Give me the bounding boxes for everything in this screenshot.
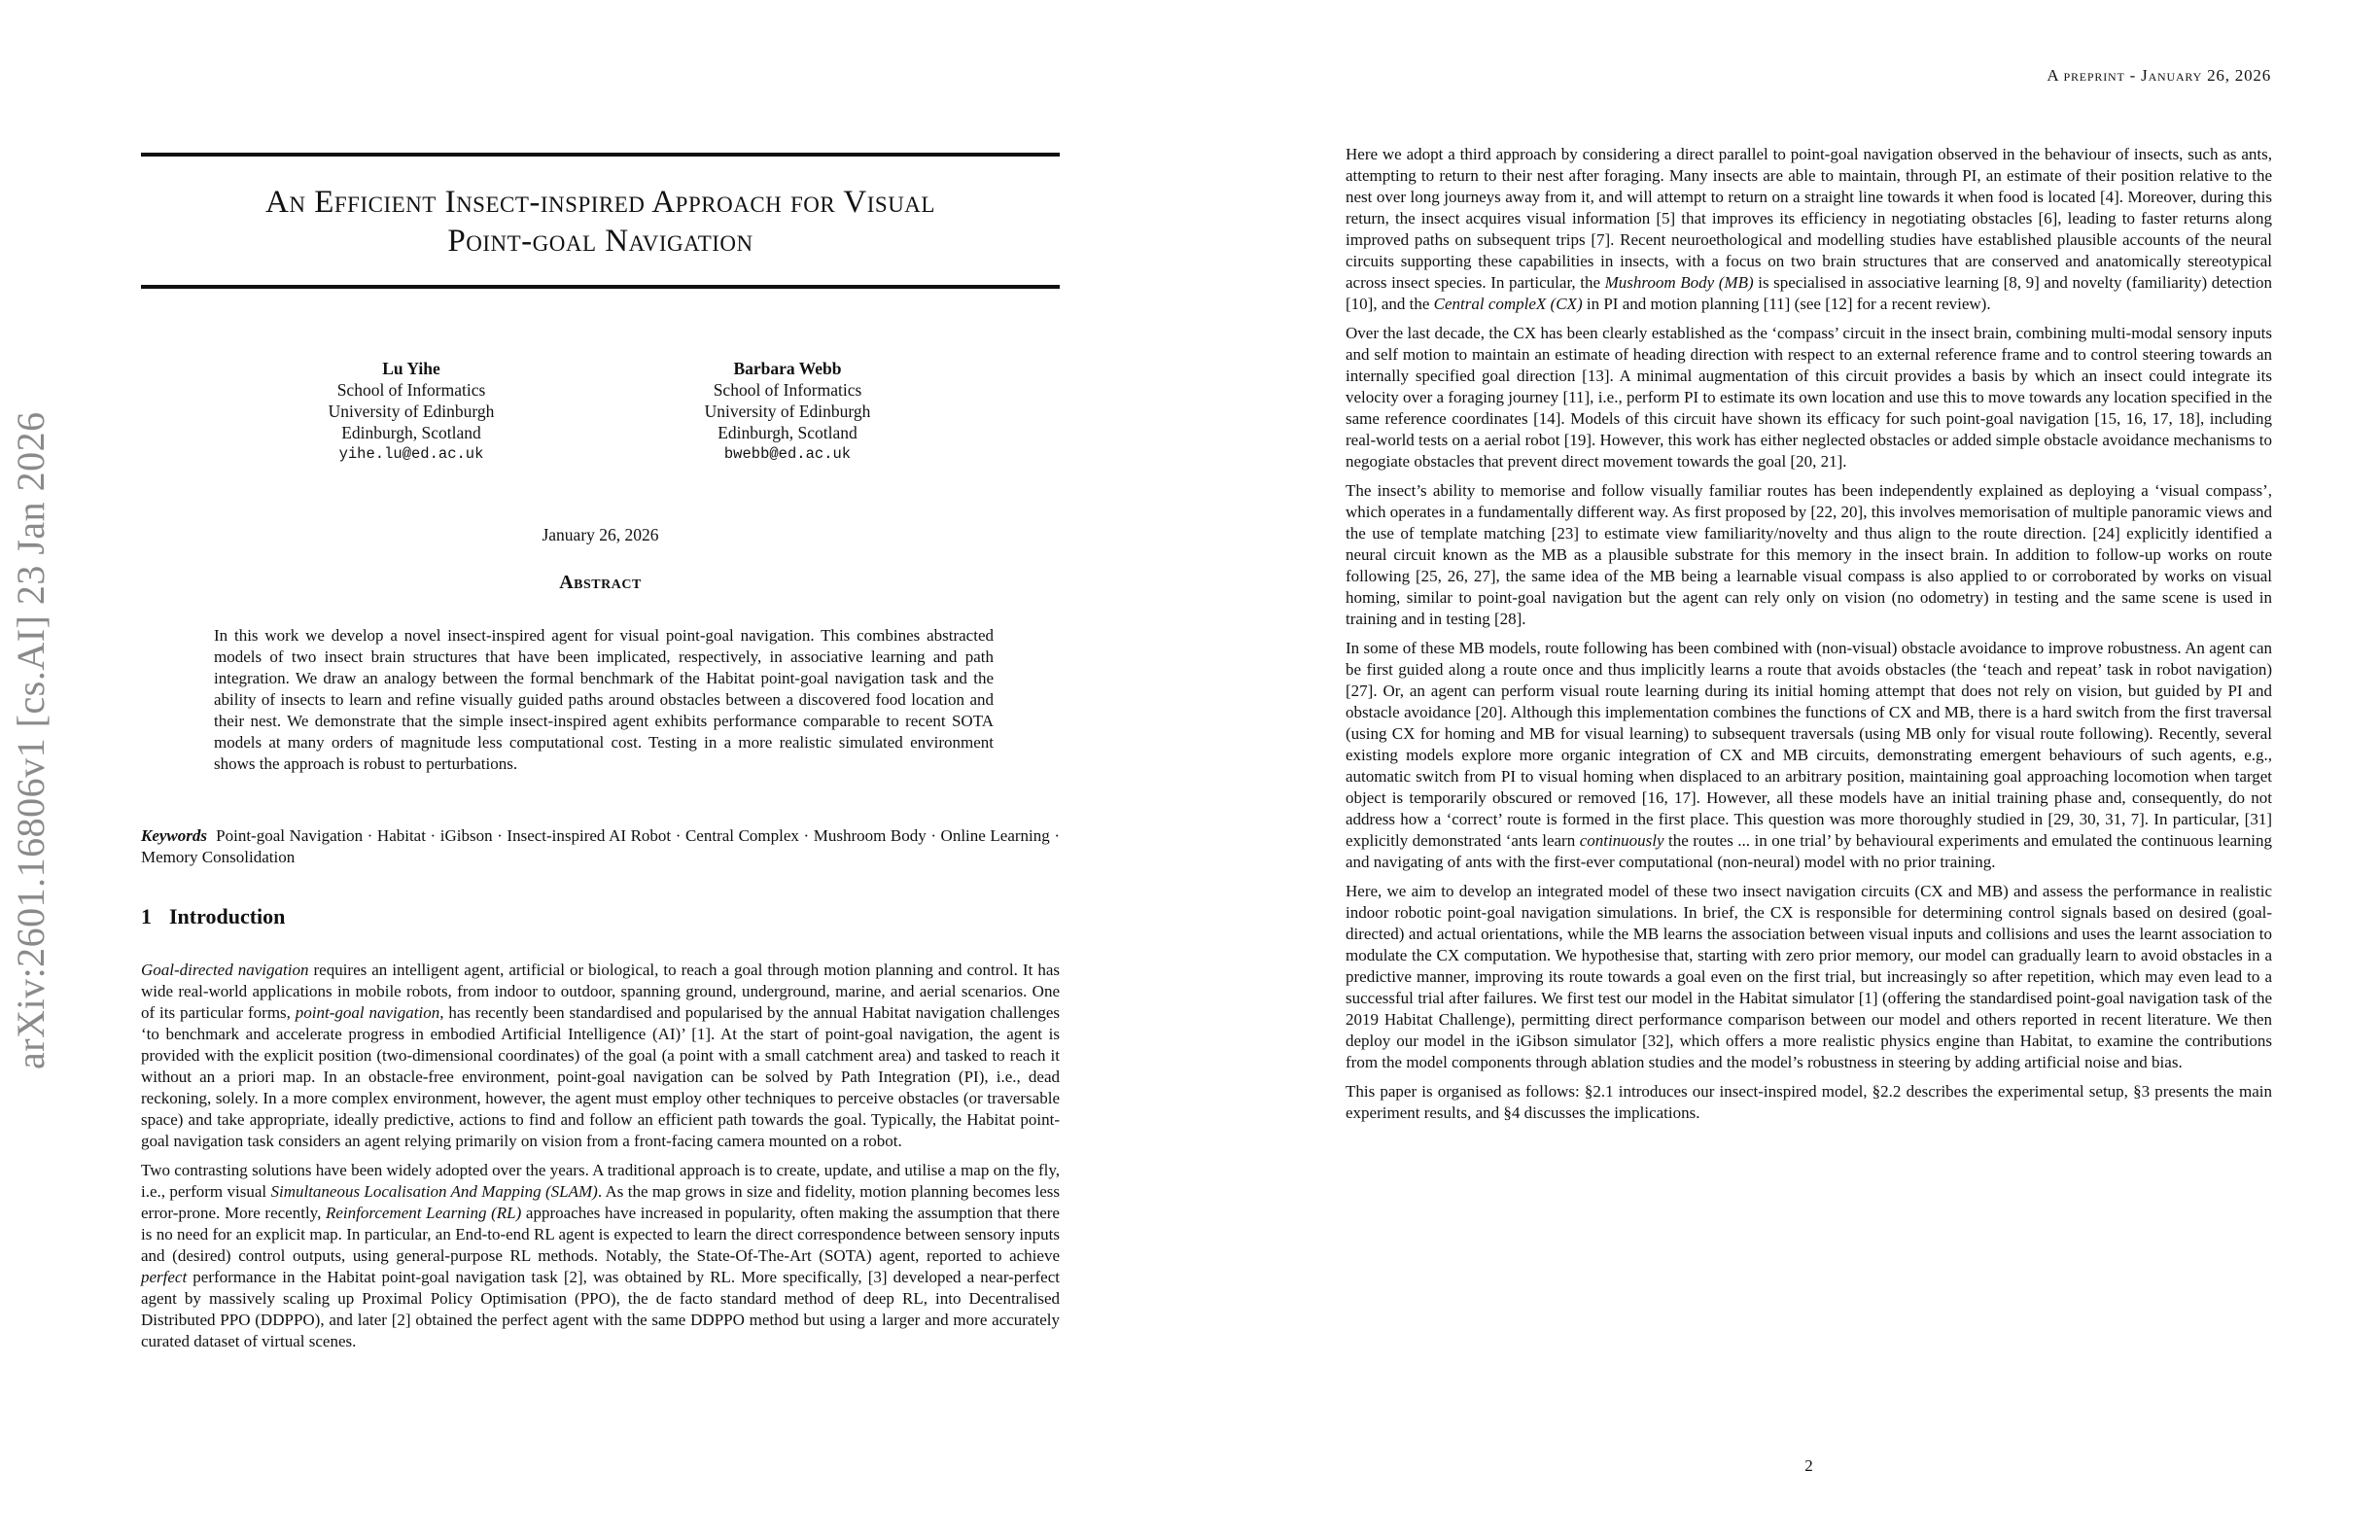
text-run: , has recently been standardised and popularised by the annual Habitat navigation challenges ‘to benchmark and accelerate progress in embodied Artificial Intelligence (AI)’ [1]. At the start of point-goal navigation, the agent is provided with the explicit position (two-dimensional coordinates) of the goal (a point with a small catchment area) and tasked to reach it without an a priori map. In an obstacle-free environment, point-goal navigation can be solved by Path Integration (PI), i.e., dead reckoning, solely. In a more complex environment, however, the agent must employ other techniques to perceive obstacles (or traversable space) and take appropriate, ideally predictive, actions to find and follow an efficient path towards the goal. Typically, the Habitat point-goal navigation task considers an agent relying primarily on vision from a front-facing camera mounted on a robot. — [141, 1003, 1061, 1150]
author-block-2 — [651, 358, 924, 465]
author-name: Lu Yihe — [382, 359, 440, 378]
author-block-1 — [275, 358, 547, 465]
page-number: 2 — [1804, 1456, 1813, 1475]
text-run: the routes ... in one trial’ by behavioural experiments and emulated the continuous learning and navigating of ants with the first-ever computational (non-neural) model with no prior training. — [1346, 831, 2272, 871]
keywords-label: Keywords — [141, 826, 207, 845]
author-location: Edinburgh, Scotland — [341, 423, 481, 442]
text-run: requires an intelligent agent, artificial or biological, to reach a goal through motion planning and control. It has wide real-world applications in mobile robots, from indoor to outdoor, spanning ground, underground, marine, and aerial scenarios. One of its particular forms, — [141, 961, 1060, 1022]
keywords — [141, 825, 1060, 868]
text-run: performance in the Habitat point-goal navigation task [2], was obtained by RL. More specifically, [3] developed a near-perfect agent by massively scaling up Proximal Policy Optimisation (PPO), the de facto standard method of deep RL, into Decentralised Distributed PPO (DDPPO), and later [2] obtained the perfect agent with the same DDPPO method but using a larger and more accurately curated dataset of virtual scenes. — [141, 1268, 1060, 1350]
paragraph-third-approach — [1346, 144, 2272, 315]
title-line-1: An Efficient Insect-inspired Approach for Visual — [265, 185, 935, 220]
author-email[interactable]: bwebb@ed.ac.uk — [723, 445, 852, 463]
emphasis: perfect — [141, 1268, 188, 1286]
paragraph-cx-compass: Over the last decade, the CX has been clearly established as the ‘compass’ circuit in the insect brain, combining multi-modal sensory inputs and self motion to maintain an estimate of heading direction with respect to an external reference frame and to control steering towards an internally specified goal direction [13]. A minimal augmentation of this circuit provides a basis by which an insect could integrate its velocity over a foraging journey [11], i.e., perform PI to estimate its own location and use this to move towards any location specified in the same reference coordinates [14]. Models of this circuit have shown its efficacy for such point-goal navigation [15, 16, 17, 18], including real-world tests on a aerial robot [19]. However, this work has either neglected obstacles or added simple obstacle avoidance mechanisms to negogiate obstacles that prevent direct movement towards the goal [20, 21]. — [1346, 324, 2272, 471]
keywords-text: Point-goal Navigation · Habitat · iGibson · Insect-inspired AI Robot · Central Complex · Mushroom Body · Online Learning · Memory Consolidation — [141, 826, 1061, 866]
emphasis: Central compleX (CX) — [1433, 295, 1583, 313]
running-header: A preprint - January 26, 2026 — [2047, 66, 2271, 85]
section-title: Introduction — [169, 904, 286, 928]
paragraph-aim: Here, we aim to develop an integrated model of these two insect navigation circuits (CX and MB) and assess the performance in realistic indoor robotic point-goal navigation simulations. In brief, the CX is responsible for determining control signals based on desired (goal-directed) and actual orientations, while the MB learns the association between visual inputs and collisions and uses the learnt association to modulate the CX computation. We hypothesise that, starting with zero prior memory, our model can gradually learn to avoid obstacles in a predictive manner, improving its route towards a goal even on the first trial, but increasingly so after repetition, which may even lead to a successful trial after failures. We first test our model in the Habitat simulator [1] (offering the standardised point-goal navigation task of the 2019 Habitat Challenge), permitting direct performance comparison between our model and others reported in recent literature. We then deploy our model in the iGibson simulator [32], which offers a more realistic physics engine than Habitat, to examine the contributions from the model components through ablation studies and the model’s robustness in steering by adding artificial noise and bias. — [1346, 882, 2272, 1071]
paragraph-visual-compass: The insect’s ability to memorise and follow visually familiar routes has been independently explained as deploying a ‘visual compass’, which operates in a fundamentally different way. As first proposed by [22, 20], this involves memorisation of multiple panoramic views and the use of template matching [23] to estimate view familiarity/novelty and thus align to the route direction. [24] explicitly identified a neural circuit known as the MB as a plausible substrate for this memory in the insect brain. In addition to follow-up works on route following [25, 26, 27], the same idea of the MB being a learnable visual compass is also applied to or corroborated by works on visual homing, similar to point-goal navigation but the agent can rely only on vision (no odometry) in testing and the same scene is used in training and in testing [28]. — [1346, 481, 2272, 628]
title-line-2: Point-goal Navigation — [447, 224, 753, 259]
emphasis: Goal-directed navigation — [141, 961, 309, 979]
text-run: In some of these MB models, route following has been combined with (non-visual) obstacle avoidance to improve robustness. An agent can be first guided along a route once and thus implicitly learns a route that avoids obstacles (the ‘teach and repeat’ task in robot navigation) [27]. Or, an agent can perform visual route learning during its initial homing attempt that does not rely on vision, but guided by PI and obstacle avoidance [20]. Although this implementation combines the functions of CX and MB, there is a hard switch from the first traversal (using CX for homing and MB for visual learning) to subsequent traversals (using MB only for visual route following). Recently, several existing models explore more organic integration of CX and MB circuits, demonstrating emergent behaviours of such agents, e.g., automatic switch from PI to visual homing when displaced to an arbitrary position, maintaining goal approaching locomotion when target object is temporarily obscured or removed [16, 17]. However, all these models have an initial training phase and, consequently, do not address how a ‘correct’ route is formed in the first place. This question was more thoroughly studied in [29, 30, 31, 7]. In particular, [31] explicitly demonstrated ‘ants learn — [1346, 639, 2272, 850]
author-email[interactable]: yihe.lu@ed.ac.uk — [338, 445, 484, 463]
text-run: is specialised in associative learning [8, 9] and novelty (familiarity) detection [10], and the — [1346, 273, 2272, 313]
emphasis: point-goal navigation — [295, 1003, 440, 1022]
intro-paragraph-1 — [141, 960, 1060, 1152]
emphasis: Mushroom Body (MB) — [1604, 273, 1754, 292]
emphasis: continuously — [1579, 831, 1664, 850]
paper-date: January 26, 2026 — [542, 525, 659, 544]
emphasis: Reinforcement Learning (RL) — [325, 1204, 522, 1222]
text-run: approaches have increased in popularity, often making the assumption that there is no need for an explicit map. In particular, an End-to-end RL agent is expected to learn the direct correspondence between sensory inputs and (desired) control outputs, using general-purpose RL methods. Notably, the State-Of-The-Art (SOTA) agent, reported to achieve — [141, 1204, 1060, 1265]
author-location: Edinburgh, Scotland — [718, 423, 858, 442]
text-run: in PI and motion planning [11] (see [12] for a recent review). — [1582, 295, 1991, 313]
paper-title — [141, 183, 1060, 261]
abstract-heading: Abstract — [559, 572, 642, 593]
author-university: University of Edinburgh — [328, 402, 495, 421]
section-number: 1 — [141, 904, 152, 928]
section-heading-introduction — [141, 904, 285, 929]
intro-body — [141, 960, 1060, 1360]
author-dept: School of Informatics — [336, 380, 486, 400]
paragraph-mb-models — [1346, 638, 2272, 873]
emphasis: Simultaneous Localisation And Mapping (SLAM) — [270, 1182, 598, 1201]
text-run: Two contrasting solutions have been widely adopted over the years. A traditional approach is to create, update, and utilise a map on the fly, i.e., perform visual — [141, 1161, 1060, 1201]
intro-paragraph-2 — [141, 1160, 1060, 1352]
title-top-rule — [141, 153, 1060, 157]
author-dept: School of Informatics — [713, 380, 862, 400]
abstract-text: In this work we develop a novel insect-inspired agent for visual point-goal navigation. This combines abstracted models of two insect brain structures that have been implicated, respectively, in associative learning and path integration. We draw an analogy between the formal benchmark of the Habitat point-goal navigation task and the ability of insects to learn and refine visually guided paths around obstacles between a discovered food location and their nest. We demonstrate that the simple insect-inspired agent exhibits performance comparable to recent SOTA models at many orders of magnitude less computational cost. Testing in a more realistic simulated environment shows the approach is robust to perturbations. — [214, 626, 994, 773]
paragraph-organisation: This paper is organised as follows: §2.1 introduces our insect-inspired model, §2.2 describes the experimental setup, §3 presents the main experiment results, and §4 discusses the implications. — [1346, 1082, 2272, 1122]
text-run: Here we adopt a third approach by considering a direct parallel to point-goal navigation observed in the behaviour of insects, such as ants, attempting to return to their nest after foraging. Many insects are able to maintain, through PI, an estimate of their position relative to the nest over long journeys away from it, and will attempt to return on a straight line towards it when food is located [4]. Moreover, during this return, the insect acquires visual information [5] that improves its efficiency in negotiating obstacles [6], leading to faster returns along improved paths on subsequent trips [7]. Recent neuroethological and modelling studies have established plausible accounts of the neural circuits supporting these capabilities in insects, with a focus on two brain structures that are conserved and anatomically stereotypical across insect species. In particular, the — [1346, 145, 2272, 292]
title-bottom-rule — [141, 285, 1060, 289]
author-university: University of Edinburgh — [704, 402, 871, 421]
text-run: . As the map grows in size and fidelity, motion planning becomes less error-prone. More recently, — [141, 1182, 1060, 1222]
arxiv-stamp: arXiv:2601.16806v1 [cs.AI] 23 Jan 2026 — [9, 411, 52, 1069]
author-name: Barbara Webb — [733, 359, 842, 378]
right-page-body — [1346, 144, 2272, 1132]
